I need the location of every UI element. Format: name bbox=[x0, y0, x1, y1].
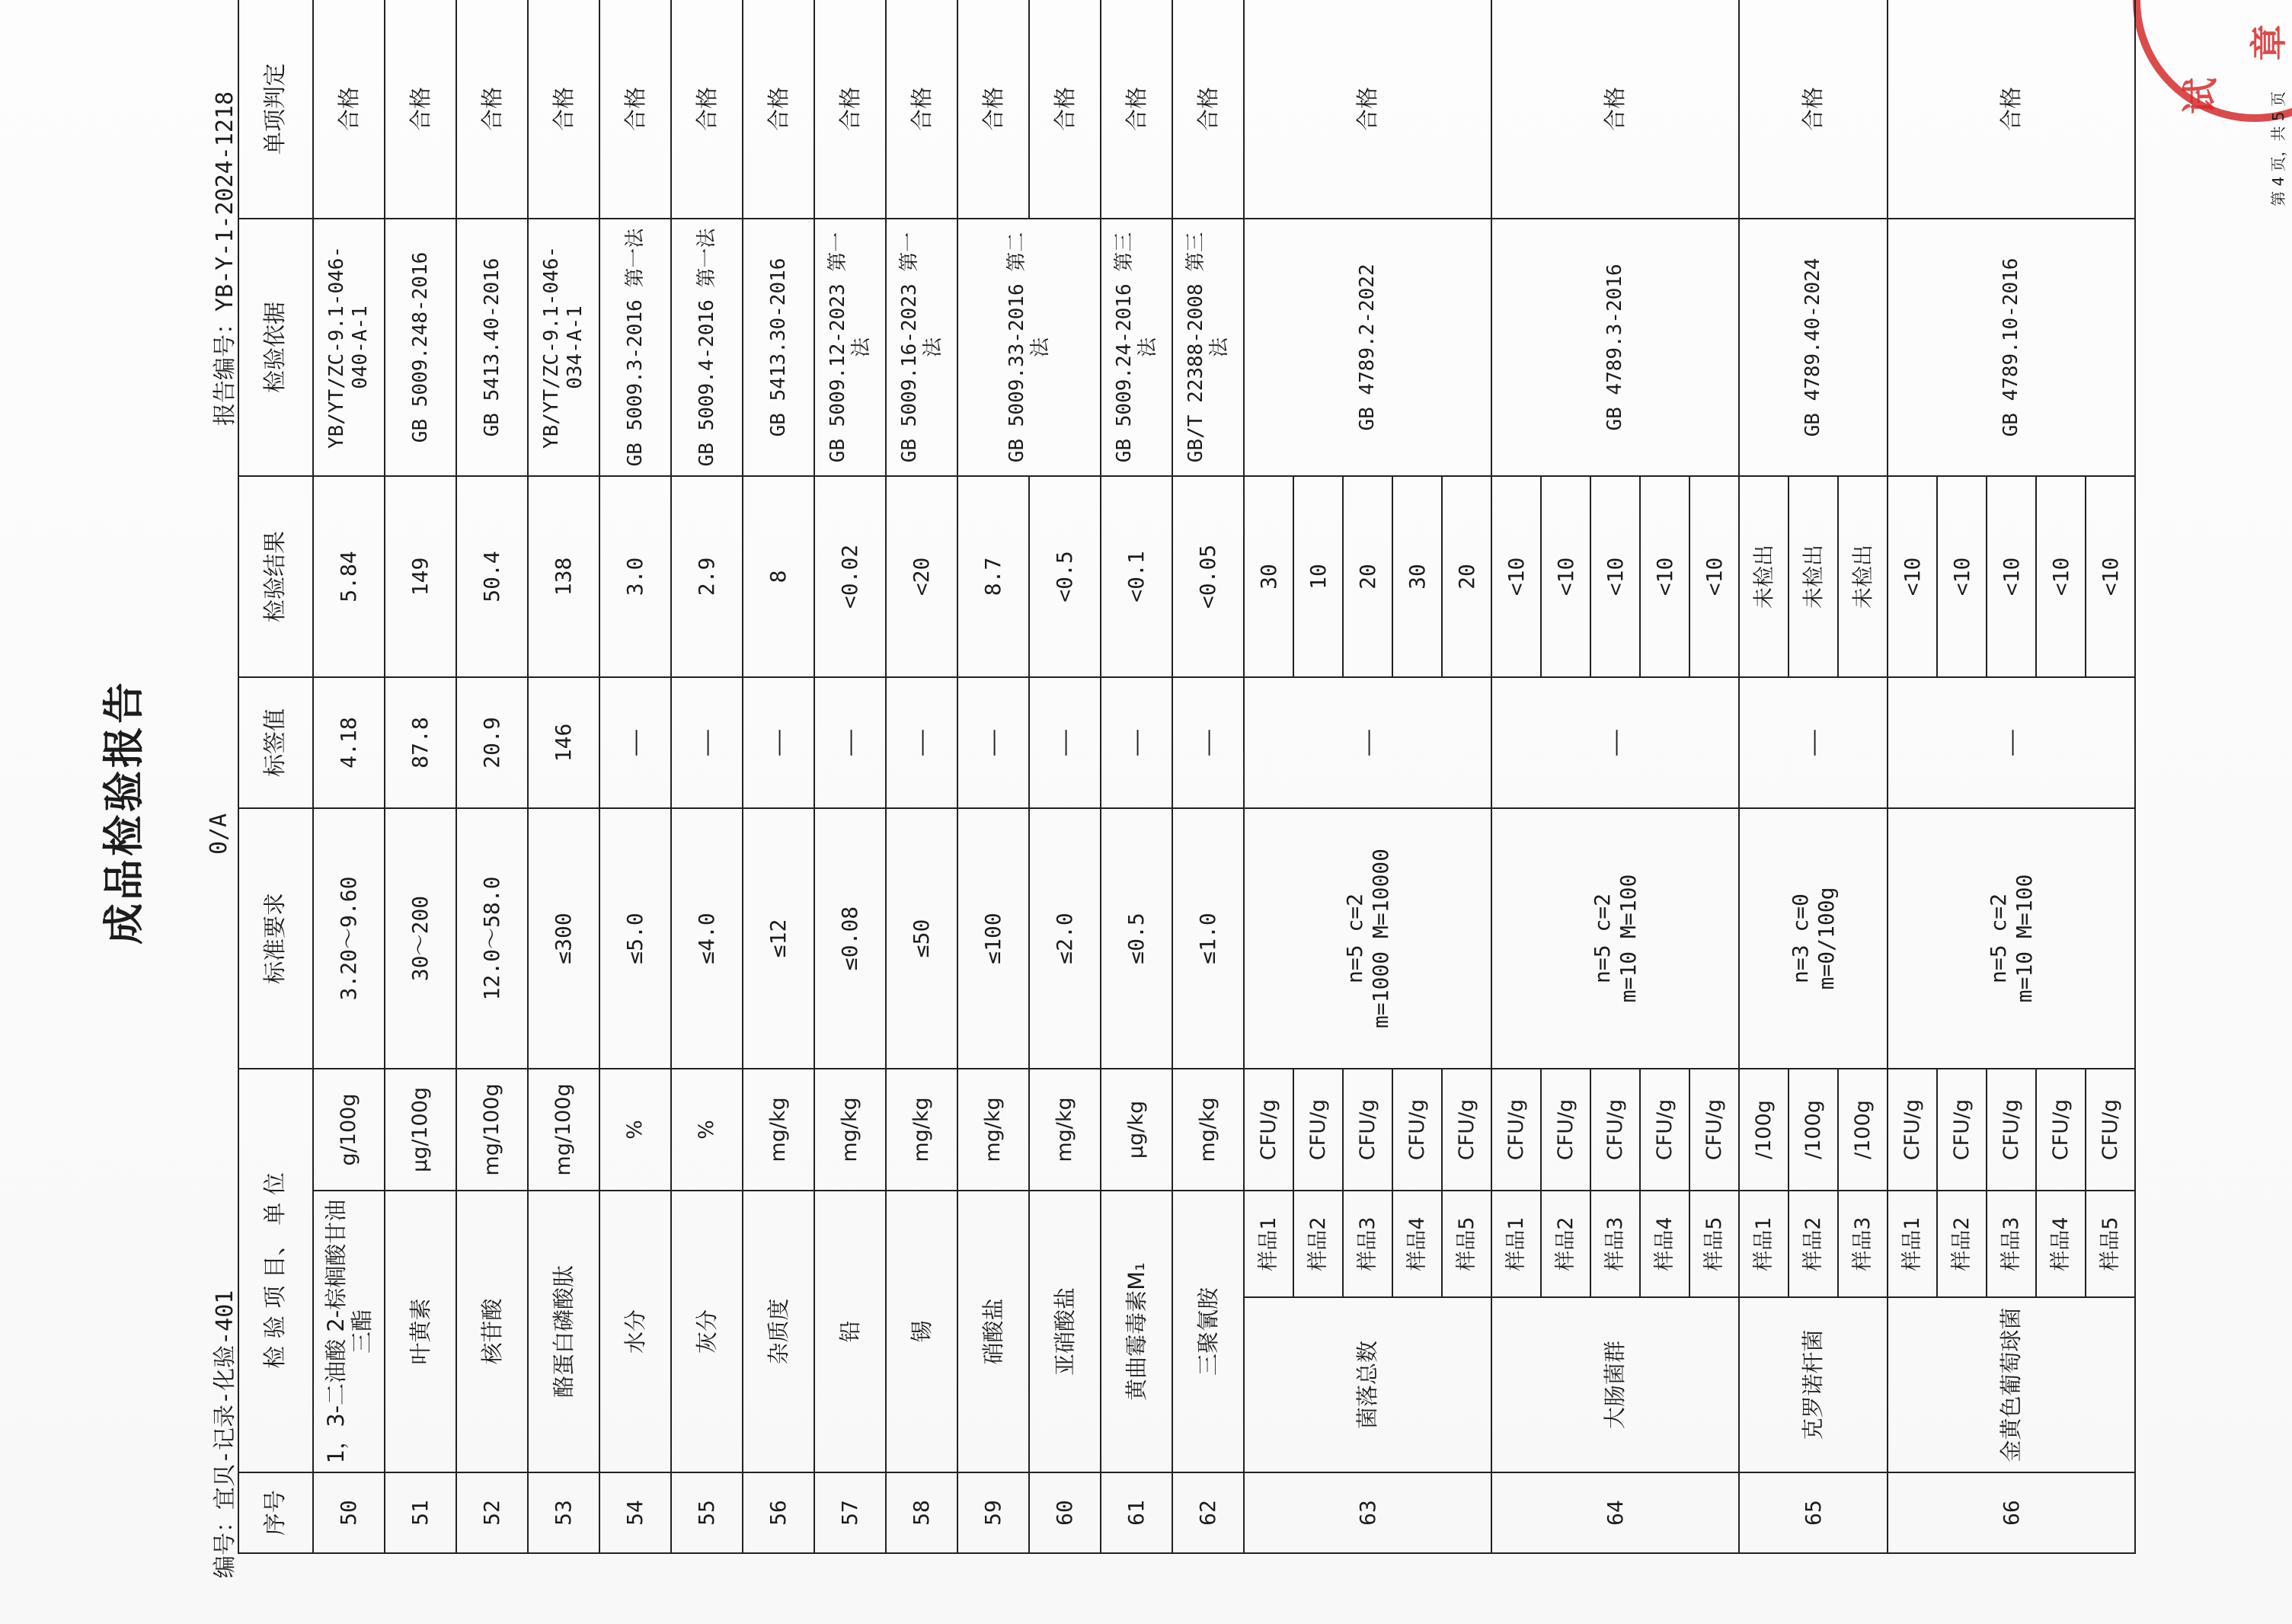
cell-result: <10 bbox=[1937, 476, 1987, 677]
requirement-line: n=5 c=2 bbox=[1986, 893, 2012, 983]
cell-verdict: 合格 bbox=[814, 0, 886, 219]
cell-unit: μg/kg bbox=[1101, 1069, 1172, 1191]
cell-sample-name: 样品2 bbox=[1541, 1191, 1590, 1297]
cell-unit: mg/100g bbox=[456, 1069, 528, 1191]
cell-unit: /100g bbox=[1739, 1069, 1789, 1191]
cell-result: 138 bbox=[528, 476, 599, 677]
cell-no: 65 bbox=[1739, 1472, 1888, 1553]
cell-unit: mg/kg bbox=[743, 1069, 814, 1191]
cell-result: 8.7 bbox=[957, 476, 1029, 677]
cell-result: 未检出 bbox=[1739, 476, 1789, 677]
cell-result: <10 bbox=[1987, 476, 2036, 677]
cell-no: 53 bbox=[528, 1472, 599, 1553]
cell-no: 58 bbox=[886, 1472, 957, 1553]
cell-basis: GB 5413.40-2016 bbox=[456, 219, 528, 476]
cell-requirement: ≤4.0 bbox=[671, 808, 743, 1069]
cell-no: 66 bbox=[1888, 1472, 2135, 1553]
cell-item: 硝酸盐 bbox=[957, 1191, 1029, 1472]
col-header-item-unit: 检 验 项 目、 单 位 bbox=[238, 1069, 313, 1472]
cell-unit: mg/kg bbox=[886, 1069, 957, 1191]
cell-result: 10 bbox=[1293, 476, 1343, 677]
cell-sample-name: 样品1 bbox=[1491, 1191, 1541, 1297]
cell-label-value: —— bbox=[743, 677, 814, 808]
requirement-line: m=0/100g bbox=[1813, 887, 1839, 990]
cell-result: 20 bbox=[1343, 476, 1392, 677]
cell-result: 未检出 bbox=[1789, 476, 1838, 677]
col-header-result: 检验结果 bbox=[238, 476, 313, 677]
cell-sample-name: 样品3 bbox=[1343, 1191, 1392, 1297]
cell-sample-name: 样品1 bbox=[1739, 1191, 1789, 1297]
table-row bbox=[456, 0, 528, 1553]
inspection-table bbox=[238, 0, 2136, 1554]
cell-item: 菌落总数 bbox=[1244, 1297, 1491, 1472]
cell-result: 30 bbox=[1392, 476, 1442, 677]
cell-verdict: 合格 bbox=[1739, 0, 1888, 219]
cell-requirement: ≤0.5 bbox=[1101, 808, 1172, 1069]
cell-item: 1，3-二油酸 2-棕榈酸甘油三酯 bbox=[313, 1191, 385, 1472]
cell-item: 黄曲霉毒素M₁ bbox=[1101, 1191, 1172, 1472]
table-row bbox=[1172, 0, 1244, 1553]
cell-label-value: —— bbox=[957, 677, 1029, 808]
cell-label-value: 146 bbox=[528, 677, 599, 808]
cell-basis: GB 5009.12-2023 第一法 bbox=[814, 219, 886, 476]
page-title: 成品检验报告 bbox=[100, 679, 148, 945]
cell-unit: CFU/g bbox=[1689, 1069, 1739, 1191]
cell-no: 54 bbox=[599, 1472, 671, 1553]
table-row bbox=[599, 0, 671, 1553]
cell-unit: CFU/g bbox=[1590, 1069, 1640, 1191]
requirement-line: m=10 M=100 bbox=[2011, 874, 2037, 1003]
col-header-verdict: 单项判定 bbox=[238, 0, 313, 219]
cell-item: 叶黄素 bbox=[385, 1191, 456, 1472]
cell-sample-name: 样品2 bbox=[1937, 1191, 1987, 1297]
report-number-value: YB-Y-1-2024-1218 bbox=[212, 91, 238, 312]
cell-requirement: ≤1.0 bbox=[1172, 808, 1244, 1069]
cell-basis: GB 5009.3-2016 第一法 bbox=[599, 219, 671, 476]
cell-no: 57 bbox=[814, 1472, 886, 1553]
cell-verdict: 合格 bbox=[528, 0, 599, 219]
cell-unit: mg/kg bbox=[814, 1069, 886, 1191]
cell-sample-name: 样品4 bbox=[1392, 1191, 1442, 1297]
cell-verdict: 合格 bbox=[1029, 0, 1101, 219]
cell-result: <0.5 bbox=[1029, 476, 1101, 677]
col-header-basis: 检验依据 bbox=[238, 219, 313, 476]
cell-result: <20 bbox=[886, 476, 957, 677]
cell-verdict: 合格 bbox=[1491, 0, 1739, 219]
cell-verdict: 合格 bbox=[1101, 0, 1172, 219]
cell-result: <10 bbox=[1689, 476, 1739, 677]
cell-requirement: ≤300 bbox=[528, 808, 599, 1069]
cell-basis: GB 4789.10-2016 bbox=[1888, 219, 2135, 476]
cell-label-value: —— bbox=[1739, 677, 1888, 808]
requirement-line: m=1000 M=10000 bbox=[1367, 848, 1393, 1028]
cell-unit: CFU/g bbox=[2086, 1069, 2135, 1191]
cell-verdict: 合格 bbox=[957, 0, 1029, 219]
col-header-requirement: 标准要求 bbox=[238, 808, 313, 1069]
cell-sample-name: 样品1 bbox=[1888, 1191, 1937, 1297]
cell-verdict: 合格 bbox=[743, 0, 814, 219]
cell-basis: GB 5413.30-2016 bbox=[743, 219, 814, 476]
cell-verdict: 合格 bbox=[1172, 0, 1244, 219]
cell-result: <10 bbox=[1640, 476, 1689, 677]
cell-sample-name: 样品5 bbox=[1689, 1191, 1739, 1297]
cell-unit: μg/100g bbox=[385, 1069, 456, 1191]
cell-basis: GB 4789.40-2024 bbox=[1739, 219, 1888, 476]
seal-char: 试 bbox=[2179, 77, 2222, 114]
cell-verdict: 合格 bbox=[313, 0, 385, 219]
cell-verdict: 合格 bbox=[599, 0, 671, 219]
cell-label-value: 20.9 bbox=[456, 677, 528, 808]
cell-label-value: 4.18 bbox=[313, 677, 385, 808]
cell-sample-name: 样品4 bbox=[2036, 1191, 2086, 1297]
col-header-no: 序号 bbox=[238, 1472, 313, 1553]
cell-item: 金黄色葡萄球菌 bbox=[1888, 1297, 2135, 1472]
cell-sample-name: 样品2 bbox=[1789, 1191, 1838, 1297]
seal-char: 章 bbox=[2248, 24, 2290, 61]
cell-label-value: —— bbox=[1244, 677, 1491, 808]
cell-label-value: —— bbox=[1491, 677, 1739, 808]
record-number-label: 编号： bbox=[212, 1510, 238, 1578]
table-row bbox=[1739, 0, 1789, 1553]
cell-requirement bbox=[1491, 808, 1739, 1069]
cell-no: 61 bbox=[1101, 1472, 1172, 1553]
cell-result: <0.1 bbox=[1101, 476, 1172, 677]
cell-sample-name: 样品2 bbox=[1293, 1191, 1343, 1297]
cell-unit: % bbox=[671, 1069, 743, 1191]
cell-no: 59 bbox=[957, 1472, 1029, 1553]
cell-item: 核苷酸 bbox=[456, 1191, 528, 1472]
cell-basis: GB 4789.2-2022 bbox=[1244, 219, 1491, 476]
col-header-label-value: 标签值 bbox=[238, 677, 313, 808]
cell-item: 水分 bbox=[599, 1191, 671, 1472]
cell-result: 149 bbox=[385, 476, 456, 677]
cell-basis: GB 5009.33-2016 第二法 bbox=[957, 219, 1101, 476]
cell-result: 5.84 bbox=[313, 476, 385, 677]
cell-result: <10 bbox=[2086, 476, 2135, 677]
cell-item: 锡 bbox=[886, 1191, 957, 1472]
table-row bbox=[886, 0, 957, 1553]
cell-unit: /100g bbox=[1789, 1069, 1838, 1191]
cell-label-value: —— bbox=[1101, 677, 1172, 808]
cell-requirement bbox=[1739, 808, 1888, 1069]
cell-requirement: ≤12 bbox=[743, 808, 814, 1069]
requirement-line: n=3 c=0 bbox=[1788, 893, 1814, 983]
cell-result: 20 bbox=[1442, 476, 1491, 677]
cell-unit: CFU/g bbox=[1392, 1069, 1442, 1191]
cell-no: 50 bbox=[313, 1472, 385, 1553]
cell-item: 克罗诺杆菌 bbox=[1739, 1297, 1888, 1472]
version-number: 0/A bbox=[206, 813, 232, 855]
cell-basis: GB 5009.248-2016 bbox=[385, 219, 456, 476]
cell-result: <10 bbox=[2036, 476, 2086, 677]
cell-item: 亚硝酸盐 bbox=[1029, 1191, 1101, 1472]
cell-result: 未检出 bbox=[1838, 476, 1888, 677]
cell-unit: g/100g bbox=[313, 1069, 385, 1191]
report-number bbox=[206, 91, 239, 426]
cell-no: 52 bbox=[456, 1472, 528, 1553]
cell-label-value: —— bbox=[599, 677, 671, 808]
cell-unit: CFU/g bbox=[1293, 1069, 1343, 1191]
record-number-value: 宜贝-记录-化验-401 bbox=[212, 1290, 238, 1510]
cell-sample-name: 样品5 bbox=[1442, 1191, 1491, 1297]
table-row bbox=[1888, 0, 1937, 1553]
cell-requirement: ≤5.0 bbox=[599, 808, 671, 1069]
cell-item: 大肠菌群 bbox=[1491, 1297, 1739, 1472]
cell-verdict: 合格 bbox=[886, 0, 957, 219]
cell-unit: /100g bbox=[1838, 1069, 1888, 1191]
table-row bbox=[814, 0, 886, 1553]
cell-no: 55 bbox=[671, 1472, 743, 1553]
cell-basis: YB/YT/ZC-9.1-046-040-A-1 bbox=[313, 219, 385, 476]
cell-item: 铅 bbox=[814, 1191, 886, 1472]
cell-requirement: 30～200 bbox=[385, 808, 456, 1069]
cell-result: 2.9 bbox=[671, 476, 743, 677]
cell-no: 64 bbox=[1491, 1472, 1739, 1553]
cell-sample-name: 样品5 bbox=[2086, 1191, 2135, 1297]
cell-unit: CFU/g bbox=[1937, 1069, 1987, 1191]
cell-unit: CFU/g bbox=[1888, 1069, 1937, 1191]
table-row bbox=[671, 0, 743, 1553]
cell-result: <0.02 bbox=[814, 476, 886, 677]
table-header-row bbox=[238, 0, 313, 1553]
cell-label-value: —— bbox=[1029, 677, 1101, 808]
cell-sample-name: 样品3 bbox=[1987, 1191, 2036, 1297]
cell-no: 60 bbox=[1029, 1472, 1101, 1553]
cell-unit: CFU/g bbox=[1442, 1069, 1491, 1191]
cell-item: 三聚氰胺 bbox=[1172, 1191, 1244, 1472]
cell-verdict: 合格 bbox=[1244, 0, 1491, 219]
cell-basis: GB 5009.4-2016 第一法 bbox=[671, 219, 743, 476]
report-number-label: 报告编号： bbox=[212, 311, 238, 426]
cell-result: <10 bbox=[1491, 476, 1541, 677]
cell-item: 酪蛋白磷酸肽 bbox=[528, 1191, 599, 1472]
requirement-line: m=10 M=100 bbox=[1615, 874, 1641, 1003]
cell-unit: CFU/g bbox=[1491, 1069, 1541, 1191]
cell-no: 56 bbox=[743, 1472, 814, 1553]
cell-label-value: —— bbox=[814, 677, 886, 808]
table-row bbox=[385, 0, 456, 1553]
requirement-line: n=5 c=2 bbox=[1590, 893, 1616, 983]
record-number bbox=[206, 1290, 239, 1578]
cell-no: 63 bbox=[1244, 1472, 1491, 1553]
cell-basis: GB 5009.16-2023 第一法 bbox=[886, 219, 957, 476]
table-row bbox=[743, 0, 814, 1553]
table-row bbox=[957, 0, 1029, 1553]
cell-requirement bbox=[1888, 808, 2135, 1069]
cell-result: 3.0 bbox=[599, 476, 671, 677]
cell-no: 62 bbox=[1172, 1472, 1244, 1553]
cell-result: <10 bbox=[1590, 476, 1640, 677]
cell-unit: CFU/g bbox=[1244, 1069, 1293, 1191]
cell-sample-name: 样品3 bbox=[1838, 1191, 1888, 1297]
cell-unit: mg/kg bbox=[1029, 1069, 1101, 1191]
cell-label-value: —— bbox=[1888, 677, 2135, 808]
cell-verdict: 合格 bbox=[671, 0, 743, 219]
cell-item: 杂质度 bbox=[743, 1191, 814, 1472]
cell-unit: CFU/g bbox=[1640, 1069, 1689, 1191]
cell-no: 51 bbox=[385, 1472, 456, 1553]
cell-verdict: 合格 bbox=[1888, 0, 2135, 219]
cell-unit: CFU/g bbox=[2036, 1069, 2086, 1191]
cell-unit: CFU/g bbox=[1343, 1069, 1392, 1191]
cell-unit: mg/100g bbox=[528, 1069, 599, 1191]
page-number: 第 4 页，共 5 页 bbox=[2269, 91, 2287, 206]
cell-basis: GB/T 22388-2008 第三法 bbox=[1172, 219, 1244, 476]
cell-requirement: 3.20～9.60 bbox=[313, 808, 385, 1069]
cell-requirement bbox=[1244, 808, 1491, 1069]
table-row bbox=[1491, 0, 1541, 1553]
table-row bbox=[313, 0, 385, 1553]
cell-basis: GB 4789.3-2016 bbox=[1491, 219, 1739, 476]
table-row bbox=[528, 0, 599, 1553]
cell-verdict: 合格 bbox=[456, 0, 528, 219]
cell-sample-name: 样品1 bbox=[1244, 1191, 1293, 1297]
cell-unit: CFU/g bbox=[1541, 1069, 1590, 1191]
cell-result: 30 bbox=[1244, 476, 1293, 677]
cell-label-value: —— bbox=[671, 677, 743, 808]
cell-label-value: 87.8 bbox=[385, 677, 456, 808]
cell-requirement: ≤50 bbox=[886, 808, 957, 1069]
cell-result: 8 bbox=[743, 476, 814, 677]
cell-label-value: —— bbox=[886, 677, 957, 808]
cell-result: 50.4 bbox=[456, 476, 528, 677]
cell-sample-name: 样品3 bbox=[1590, 1191, 1640, 1297]
cell-requirement: ≤0.08 bbox=[814, 808, 886, 1069]
cell-unit: CFU/g bbox=[1987, 1069, 2036, 1191]
requirement-line: n=5 c=2 bbox=[1342, 893, 1368, 983]
cell-unit: % bbox=[599, 1069, 671, 1191]
cell-requirement: 12.0～58.0 bbox=[456, 808, 528, 1069]
cell-basis: YB/YT/ZC-9.1-046-034-A-1 bbox=[528, 219, 599, 476]
cell-result: <10 bbox=[1541, 476, 1590, 677]
cell-unit: mg/kg bbox=[1172, 1069, 1244, 1191]
table-row bbox=[1101, 0, 1172, 1553]
cell-label-value: —— bbox=[1172, 677, 1244, 808]
cell-basis: GB 5009.24-2016 第三法 bbox=[1101, 219, 1172, 476]
table-row bbox=[1244, 0, 1293, 1553]
cell-unit: mg/kg bbox=[957, 1069, 1029, 1191]
cell-requirement: ≤2.0 bbox=[1029, 808, 1101, 1069]
cell-sample-name: 样品4 bbox=[1640, 1191, 1689, 1297]
cell-result: <10 bbox=[1888, 476, 1937, 677]
cell-result: <0.05 bbox=[1172, 476, 1244, 677]
cell-requirement: ≤100 bbox=[957, 808, 1029, 1069]
cell-verdict: 合格 bbox=[385, 0, 456, 219]
cell-item: 灰分 bbox=[671, 1191, 743, 1472]
table-body bbox=[313, 0, 2135, 1553]
